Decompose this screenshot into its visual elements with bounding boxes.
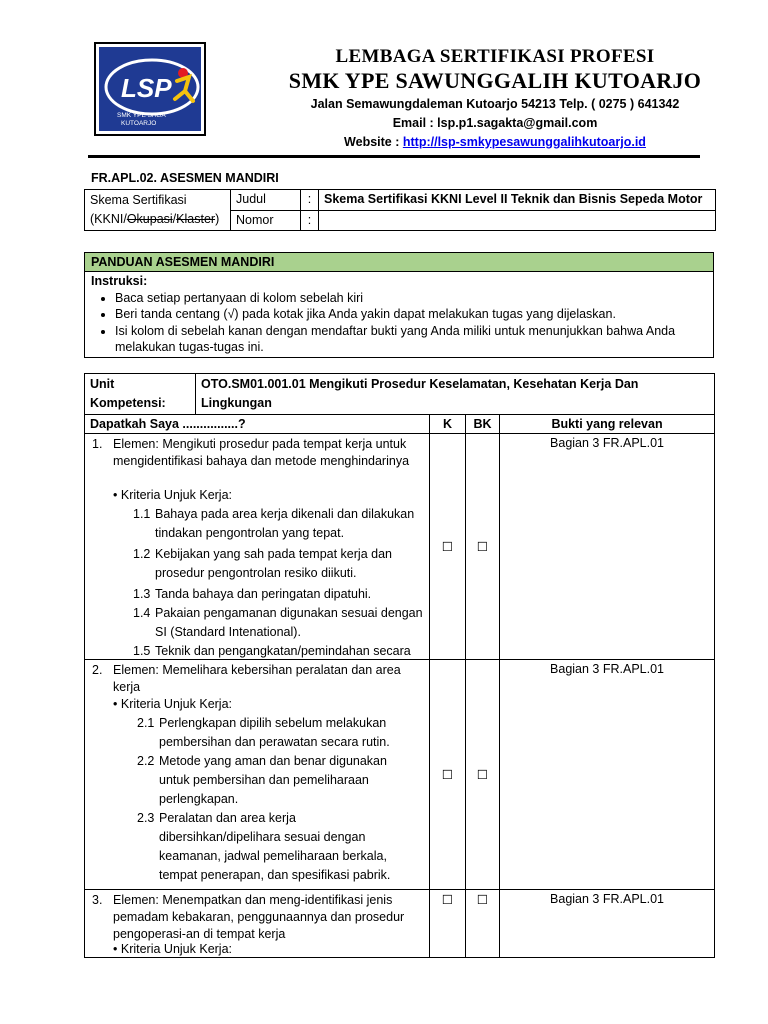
nomor-label: Nomor [231,210,301,231]
nomor-value[interactable] [319,210,716,231]
org-email: Email : lsp.p1.sagakta@gmail.com [392,116,598,130]
bk-checkbox[interactable]: ☐ [466,434,500,660]
svg-text:SMK YPE SAGA: SMK YPE SAGA [117,112,166,119]
element-text: Elemen: Menempatkan dan meng-identifikasi jenis pemadam kebakaran, penggunaannya dan prosedur pengoperasi-an di tempat kerja [113,893,405,941]
bukti-cell[interactable]: Bagian 3 FR.APL.01 [500,890,715,958]
kuk-item: 2.2 Metode yang aman dan benar digunakan untuk pembersihan dan pemeliharaan perlengkapan. [137,754,387,806]
svg-text:LSP: LSP [121,73,172,103]
table-row [85,434,715,660]
kuk-item: 2.3 Peralatan dan area kerja dibersihkan/dipelihara sesuai dengan keamanan, jadwal pemeliharaan berkala, tempat penerapan, dan spesifikasi pabrik. [137,811,391,882]
website-link[interactable]: http://lsp-smkypesawunggalihkutoarjo.id [402,135,646,149]
bukti-cell[interactable]: Bagian 3 FR.APL.01 [500,434,715,660]
col-bukti-header: Bukti yang relevan [500,415,715,434]
element-text: Elemen: Memelihara kebersihan peralatan dan area kerja [113,663,401,694]
instruksi-item: • Beri tanda centang (√) pada kotak jika Anda yakin dapat melakukan tugas yang dijelaskan. [115,306,707,323]
skema-table [84,189,716,231]
judul-label: Judul [231,190,301,211]
header-divider [88,155,700,158]
lsp-logo-icon [99,47,205,135]
assessment-table [84,373,715,958]
bk-checkbox[interactable]: ☐ [466,890,500,958]
kuk-item: 1.5 Teknik dan pengangkatan/pemindahan secara [133,644,411,658]
col-k-header: K [430,415,466,434]
org-name-line2: SMK YPE SAWUNGGALIH KUTOARJO [288,68,702,93]
instruksi-item: • Baca setiap pertanyaan di kolom sebelah kiri [115,290,707,307]
k-checkbox[interactable]: ☐ [430,434,466,660]
k-checkbox[interactable]: ☐ [430,660,466,890]
judul-value: Skema Sertifikasi KKNI Level II Teknik dan Bisnis Sepeda Motor [319,190,716,211]
col-bk-header: BK [466,415,500,434]
bukti-cell[interactable]: Bagian 3 FR.APL.01 [500,660,715,890]
panduan-box [84,252,714,358]
org-website [220,135,768,149]
lsp-logo [94,42,206,136]
element-text: Elemen: Mengikuti prosedur pada tempat kerja untuk mengidentifikasi bahaya dan metode menghindarinya [113,437,410,468]
unit-value: OTO.SM01.001.01 Mengikuti Prosedur Keselamatan, Kesehatan Kerja Dan Lingkungan [196,374,715,415]
table-row [85,660,715,890]
panduan-title: PANDUAN ASESMEN MANDIRI [85,253,713,272]
element-cell: 3. Elemen: Menempatkan dan meng-identifikasi jenis pemadam kebakaran, penggunaannya dan prosedur pengoperasi-an di tempat kerja • Kriteria Unjuk Kerja: [85,890,430,958]
col-question-header: Dapatkah Saya ................? [85,415,430,434]
kuk-item: 1.1 Bahaya pada area kerja dikenali dan dilakukan tindakan pengontrolan yang tepat. [133,507,415,540]
unit-label: Unit Kompetensi: [85,374,196,415]
element-cell: 1. Elemen: Mengikuti prosedur pada tempat kerja untuk mengidentifikasi bahaya dan metode menghindarinya • Kriteria Unjuk Kerja: 1.1 Bahaya pada area kerja dikenali dan dilakukan tindakan pengontrolan yang tepat. 1.2 Kebijakan yang sah pada tempat kerja dan prosedur pengontrolan resiko diikuti. 1.3 Tanda bahaya dan peringatan dipatuhi. 1.4 Pakaian pengamanan digunakan sesuai dengan SI (Standard Intenational). 1.5 Teknik dan pengangkatan/pemindahan secara [85,434,430,660]
skema-label: Skema Sertifikasi (KKNI/Okupasi/Klaster) [85,190,231,231]
org-address: Jalan Semawungdaleman Kutoarjo 54213 Telp. ( 0275 ) 641342 [310,97,680,111]
judul-colon: : [301,190,319,211]
bk-checkbox[interactable]: ☐ [466,660,500,890]
instruksi-list [91,290,707,356]
svg-text:KUTOARJO: KUTOARJO [121,120,157,127]
table-row [85,890,715,958]
nomor-colon: : [301,210,319,231]
kuk-item: 1.4 Pakaian pengamanan digunakan sesuai dengan SI (Standard Intenational). [133,606,423,639]
website-label: Website : [344,135,403,149]
k-checkbox[interactable]: ☐ [430,890,466,958]
org-name-line1: LEMBAGA SERTIFIKASI PROFESI [335,46,655,67]
document-code: FR.APL.02. ASESMEN MANDIRI [91,171,279,185]
element-cell: 2. Elemen: Memelihara kebersihan peralatan dan area kerja • Kriteria Unjuk Kerja: 2.1 Perlengkapan dipilih sebelum melakukan pembersihan dan perawatan secara rutin. 2.2 Metode yang aman dan benar digunakan untuk pembersihan dan pemeliharaan perlengkapan. 2.3 Peralatan dan area kerja dibersihkan/dipelihara sesuai dengan keamanan, jadwal pemeliharaan berkala, tempat penerapan, dan spesifikasi pabrik. [85,660,430,890]
kuk-item: 1.3 Tanda bahaya dan peringatan dipatuhi. [133,587,372,601]
kuk-item: 2.1 Perlengkapan dipilih sebelum melakukan pembersihan dan perawatan secara rutin. [137,716,390,749]
kuk-item: 1.2 Kebijakan yang sah pada tempat kerja dan prosedur pengontrolan resiko diikuti. [133,547,392,580]
instruksi-label: Instruksi: [91,274,148,288]
instruksi-item: • Isi kolom di sebelah kanan dengan mendaftar bukti yang Anda miliki untuk menunjukkan bahwa Anda melakukan tugas-tugas ini. [115,323,707,356]
